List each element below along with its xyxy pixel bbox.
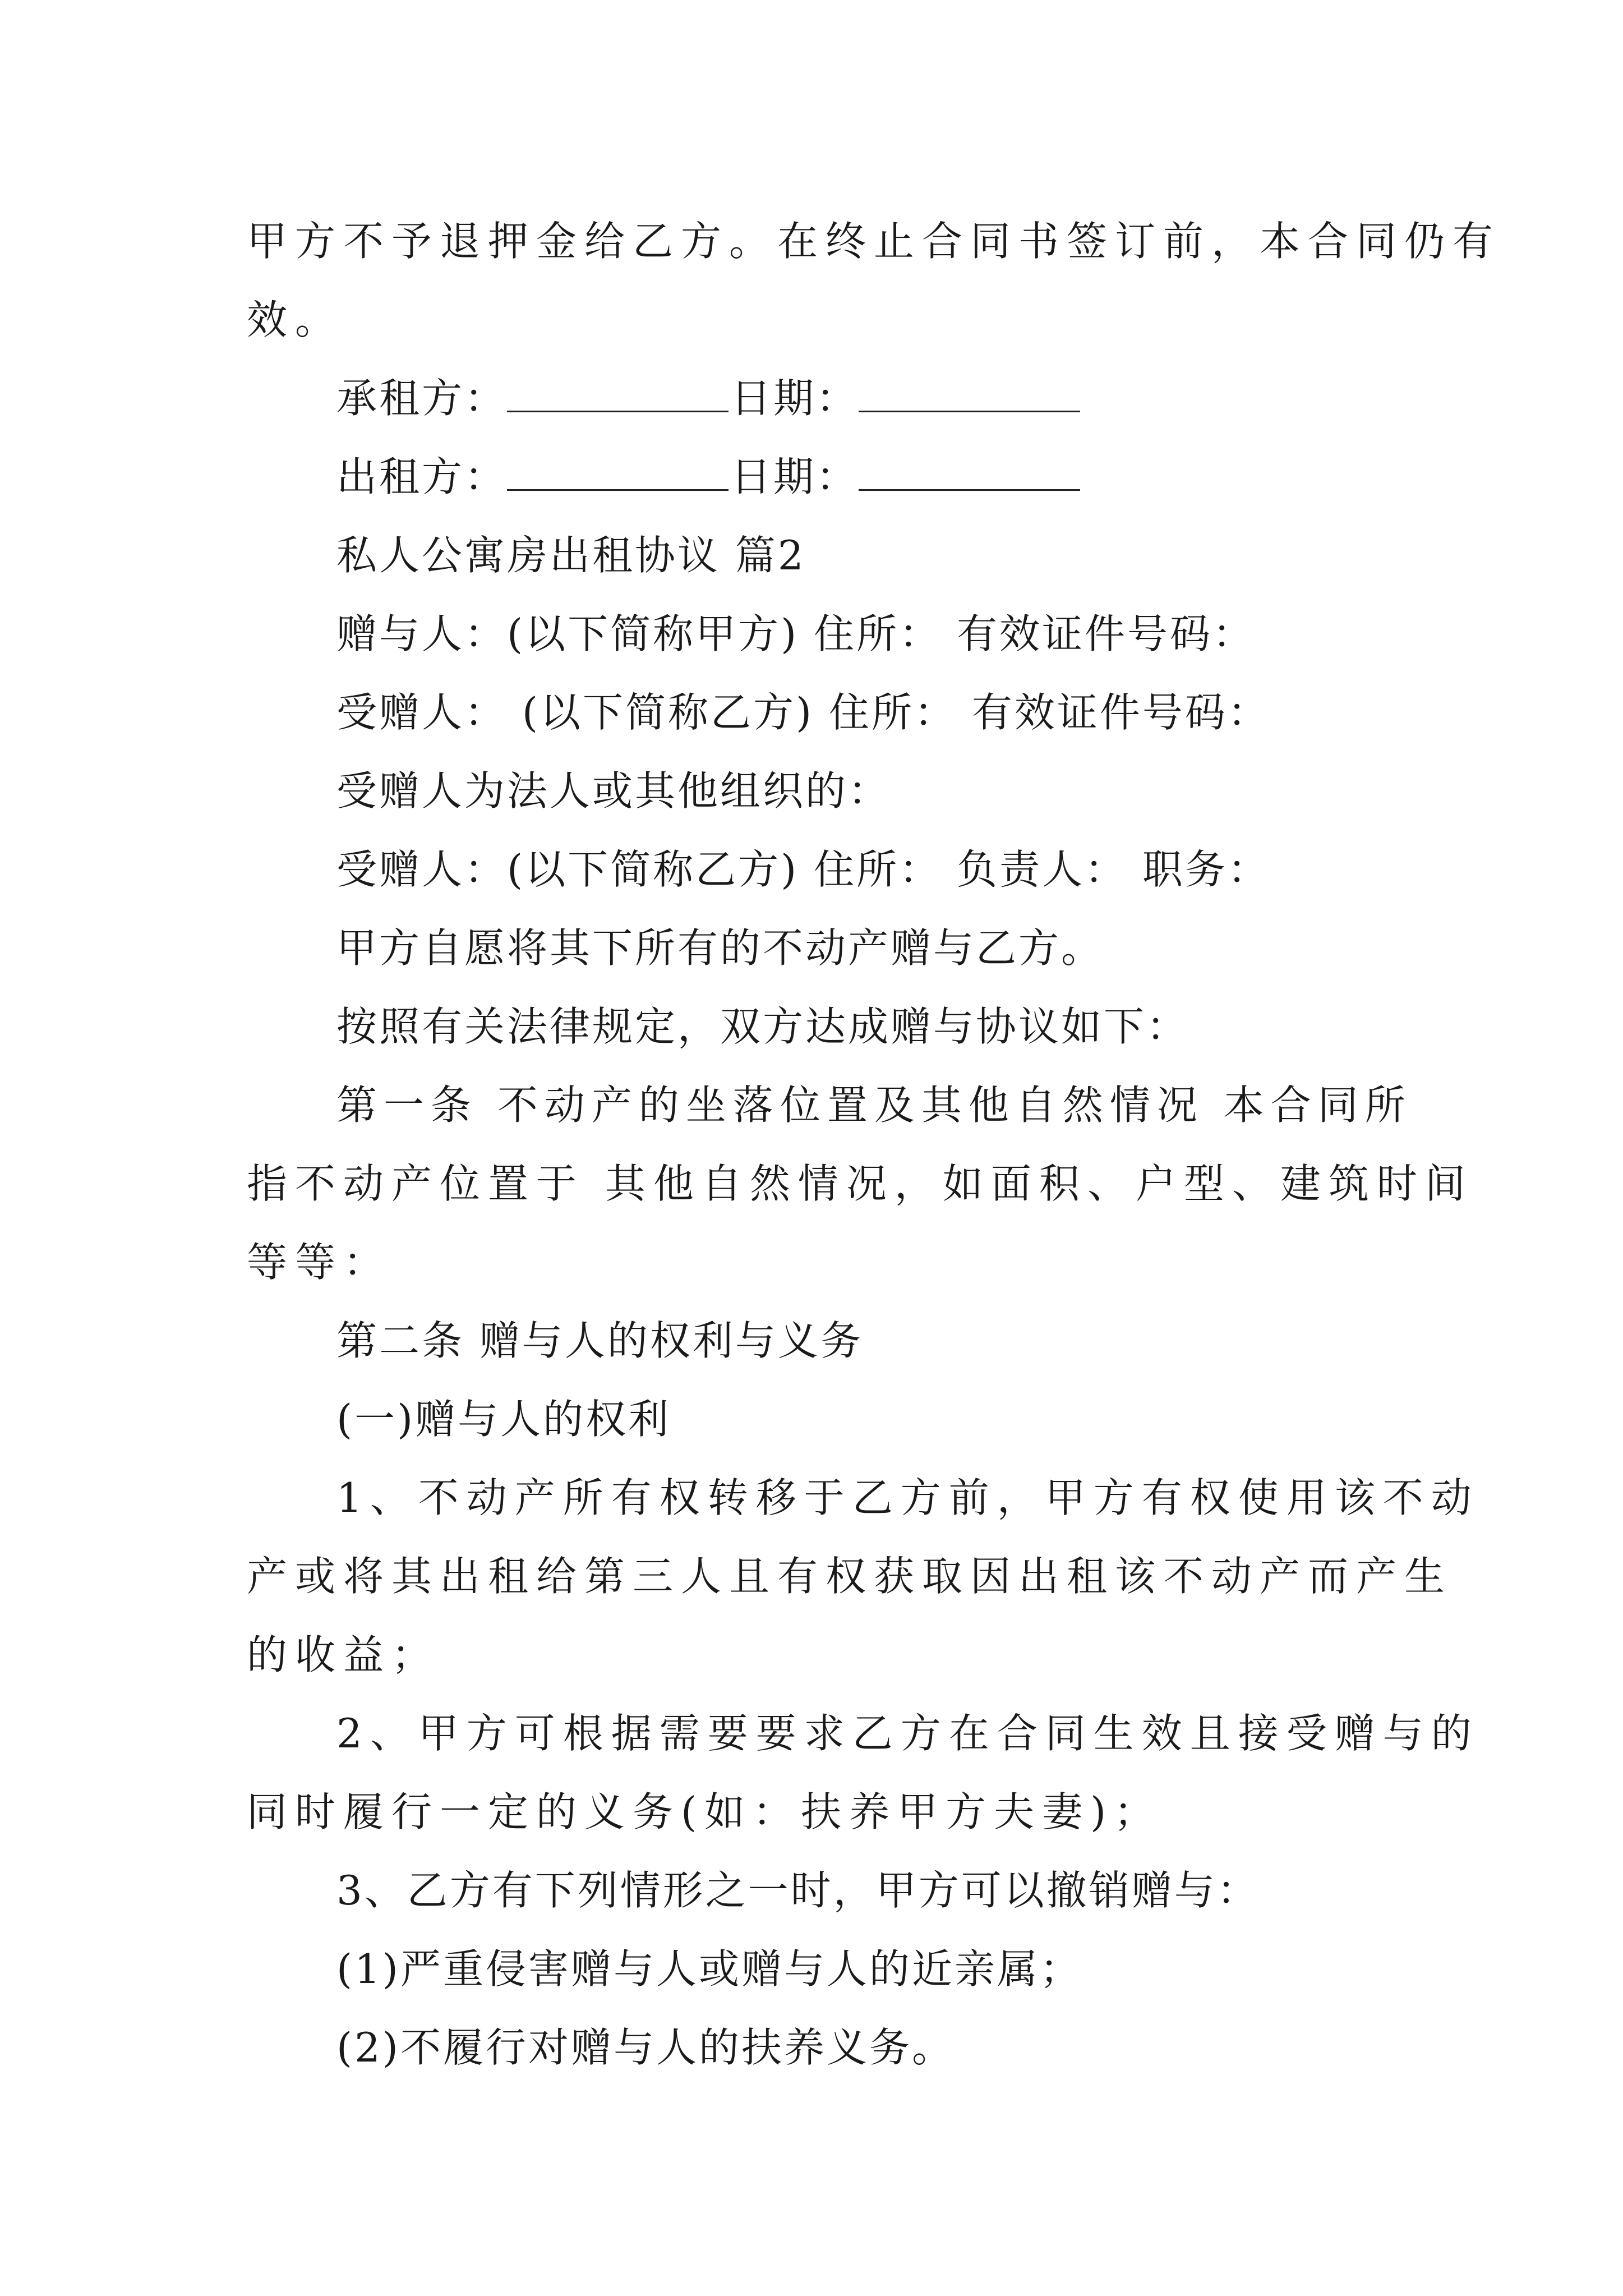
tenant-date-blank (859, 371, 1080, 412)
article-1-line: 等等： (247, 1239, 392, 1286)
donee-line: 受赠人： (以下简称乙方) 住所： 有效证件号码： (336, 689, 1270, 736)
landlord-signature-line (336, 449, 1082, 505)
paragraph-line: 甲方不予退押金给乙方。在终止合同书签订前，本合同仍有 (247, 218, 1501, 265)
item-2-line: 2、甲方可根据需要要求乙方在合同生效且接受赠与的 (336, 1710, 1479, 1757)
item-3a-line: (1)严重侵害赠与人或赠与人的近亲属； (336, 1945, 1082, 1993)
tenant-label: 承租方： (336, 375, 508, 422)
item-3-line: 3、乙方有下列情形之一时，甲方可以撤销赠与： (336, 1867, 1260, 1914)
item-1-line: 产或将其出租给第三人且有权获取因出租该不动产而产生 (247, 1553, 1453, 1600)
paragraph-line: 效。 (247, 296, 344, 343)
item-1-line: 的收益； (247, 1631, 440, 1678)
landlord-date-blank (859, 450, 1080, 491)
subsection-heading: (一)赠与人的权利 (336, 1396, 671, 1443)
section-heading: 私人公寓房出租协议 篇2 (336, 532, 806, 579)
article-1-line: 指不动产位置于 其他自然情况，如面积、户型、建筑时间 (247, 1160, 1473, 1207)
landlord-label: 出租方： (336, 453, 508, 500)
tenant-signature-blank (507, 371, 728, 412)
agreement-line: 按照有关法律规定，双方达成赠与协议如下： (336, 1003, 1189, 1050)
landlord-signature-blank (507, 450, 728, 491)
tenant-date-label: 日期： (731, 375, 859, 422)
intent-line: 甲方自愿将其下所有的不动产赠与乙方。 (336, 924, 1104, 972)
donee-org-line: 受赠人为法人或其他组织的： (336, 767, 891, 815)
article-1-line: 第一条 不动产的坐落位置及其他自然情况 本合同所 (336, 1082, 1412, 1129)
donor-line: 赠与人：(以下简称甲方) 住所： 有效证件号码： (336, 610, 1255, 657)
article-2-heading: 第二条 赠与人的权利与义务 (336, 1317, 863, 1364)
tenant-signature-line (336, 370, 1082, 426)
item-2-line: 同时履行一定的义务(如：扶养甲方夫妻)； (247, 1788, 1163, 1835)
donee-line-2: 受赠人：(以下简称乙方) 住所： 负责人： 职务： (336, 846, 1270, 893)
item-3b-line: (2)不履行对赠与人的扶养义务。 (336, 2024, 955, 2071)
landlord-date-label: 日期： (731, 453, 859, 500)
item-1-line: 1、不动产所有权转移于乙方前，甲方有权使用该不动 (336, 1474, 1479, 1521)
